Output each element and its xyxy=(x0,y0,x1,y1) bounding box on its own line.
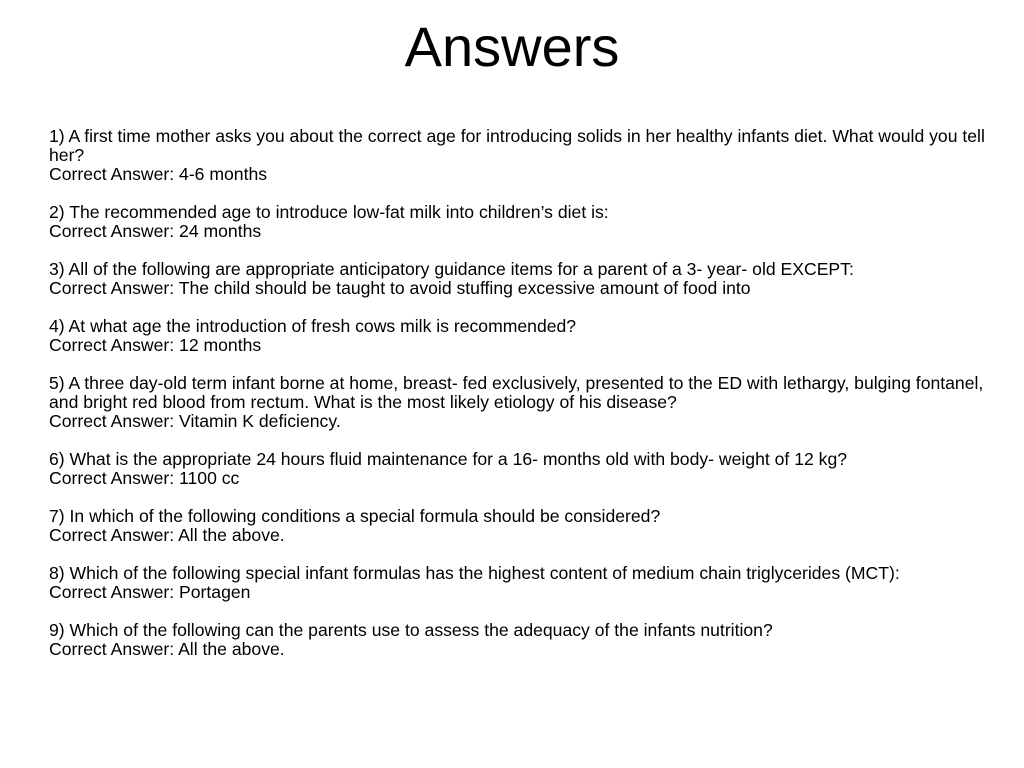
answer-item-3 xyxy=(49,260,994,298)
question-text: 8) Which of the following special infant formulas has the highest content of medium chain triglycerides (MCT): xyxy=(49,563,900,583)
question-text: 6) What is the appropriate 24 hours fluid maintenance for a 16- months old with body- weight of 12 kg? xyxy=(49,449,848,469)
question-text: 7) In which of the following conditions a special formula should be considered? xyxy=(49,506,661,526)
answer-item-5 xyxy=(49,374,994,431)
answer-item-9 xyxy=(49,621,994,659)
question-text: 3) All of the following are appropriate anticipatory guidance items for a parent of a 3- year- old EXCEPT: xyxy=(49,259,854,279)
correct-answer-text: Correct Answer: The child should be taught to avoid stuffing excessive amount of food into xyxy=(49,278,751,298)
correct-answer-text: Correct Answer: 24 months xyxy=(49,221,262,241)
correct-answer-text: Correct Answer: 1100 cc xyxy=(49,468,240,488)
correct-answer-text: Correct Answer: 4-6 months xyxy=(49,164,268,184)
correct-answer-text: Correct Answer: All the above. xyxy=(49,525,285,545)
answer-item-6 xyxy=(49,450,994,488)
question-text: 2) The recommended age to introduce low-fat milk into children’s diet is: xyxy=(49,202,609,222)
slide-title: Answers xyxy=(404,15,620,78)
correct-answer-text: Correct Answer: Vitamin K deficiency. xyxy=(49,411,341,431)
answers-list xyxy=(49,127,994,678)
question-text: 4) At what age the introduction of fresh cows milk is recommended? xyxy=(49,316,577,336)
question-text: 5) A three day-old term infant borne at home, breast- fed exclusively, presented to the ED with lethargy, bulging fontanel, and bright red blood from rectum. What is the most likely etiology of his disease? xyxy=(49,373,984,412)
answer-item-8 xyxy=(49,564,994,602)
correct-answer-text: Correct Answer: 12 months xyxy=(49,335,262,355)
correct-answer-text: Correct Answer: Portagen xyxy=(49,582,251,602)
correct-answer-text: Correct Answer: All the above. xyxy=(49,639,285,659)
question-text: 1) A first time mother asks you about the correct age for introducing solids in her healthy infants diet. What would you tell her? xyxy=(49,126,985,165)
answer-item-2 xyxy=(49,203,994,241)
answer-item-7 xyxy=(49,507,994,545)
answer-item-4 xyxy=(49,317,994,355)
answer-item-1 xyxy=(49,127,994,184)
question-text: 9) Which of the following can the parents use to assess the adequacy of the infants nutrition? xyxy=(49,620,773,640)
